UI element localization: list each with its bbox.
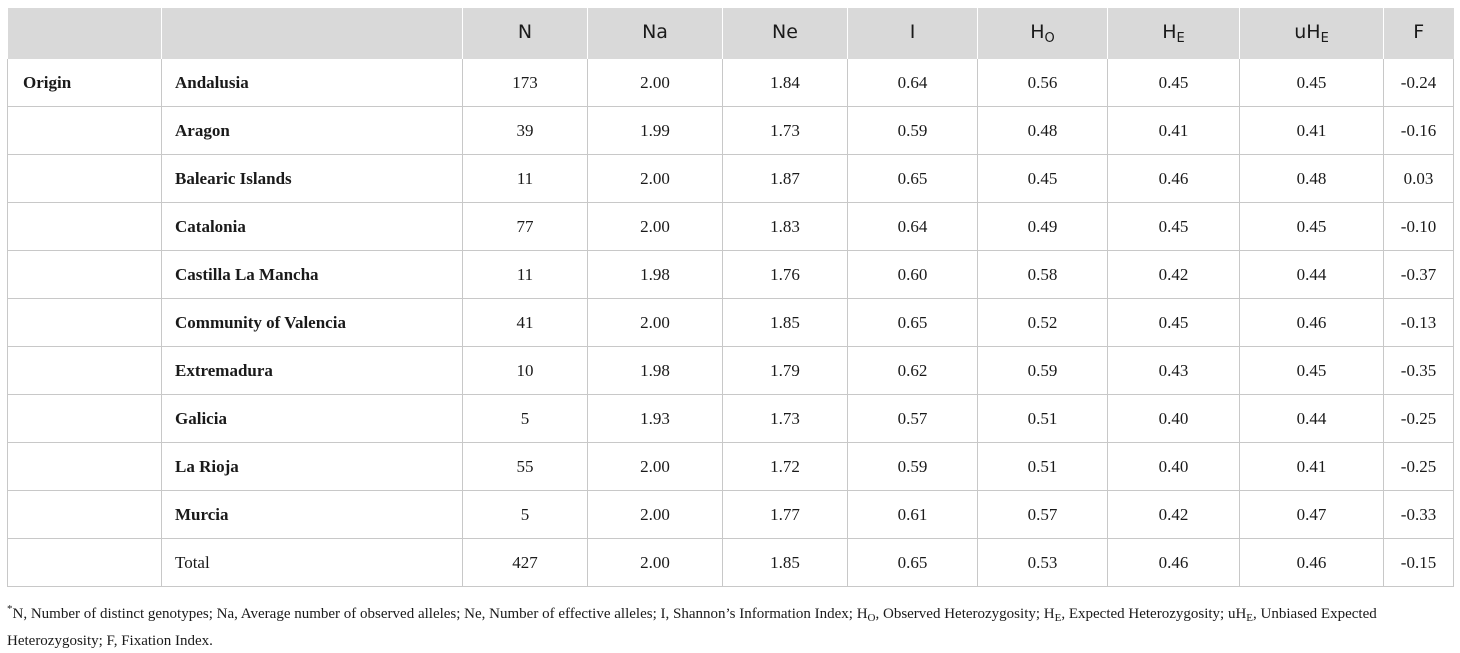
cell-i: 0.65	[848, 539, 978, 587]
cell-ne: 1.72	[723, 443, 848, 491]
footnote-text-1: N, Number of distinct genotypes; Na, Average number of observed alleles; Ne, Number of effective alleles; I, Shannon’s Information Index; H	[12, 606, 868, 622]
cell-ne: 1.85	[723, 299, 848, 347]
region-name: Andalusia	[162, 59, 463, 107]
cell-f: -0.37	[1384, 251, 1454, 299]
group-cell-empty	[8, 251, 162, 299]
cell-i: 0.64	[848, 203, 978, 251]
region-name: Aragon	[162, 107, 463, 155]
table-row	[8, 155, 1454, 203]
cell-ne: 1.77	[723, 491, 848, 539]
cell-na: 2.00	[588, 443, 723, 491]
cell-ho: 0.49	[978, 203, 1108, 251]
cell-na: 1.99	[588, 107, 723, 155]
cell-uhe: 0.44	[1240, 395, 1384, 443]
cell-uhe: 0.47	[1240, 491, 1384, 539]
cell-ne: 1.76	[723, 251, 848, 299]
cell-ho: 0.51	[978, 395, 1108, 443]
cell-n: 55	[463, 443, 588, 491]
cell-ho: 0.48	[978, 107, 1108, 155]
cell-ne: 1.79	[723, 347, 848, 395]
cell-he: 0.45	[1108, 203, 1240, 251]
cell-f: -0.13	[1384, 299, 1454, 347]
cell-i: 0.61	[848, 491, 978, 539]
cell-na: 1.98	[588, 347, 723, 395]
cell-ho: 0.58	[978, 251, 1108, 299]
genetic-diversity-table-container	[7, 8, 1453, 587]
cell-ne: 1.84	[723, 59, 848, 107]
group-cell-empty	[8, 395, 162, 443]
header-na: Na	[588, 8, 723, 59]
cell-f: -0.33	[1384, 491, 1454, 539]
cell-na: 2.00	[588, 299, 723, 347]
cell-n: 5	[463, 395, 588, 443]
cell-n: 5	[463, 491, 588, 539]
footnote-sub-o: O	[867, 612, 876, 624]
group-cell-empty	[8, 203, 162, 251]
cell-ne: 1.73	[723, 107, 848, 155]
cell-na: 1.98	[588, 251, 723, 299]
cell-i: 0.65	[848, 299, 978, 347]
cell-he: 0.41	[1108, 107, 1240, 155]
cell-ne: 1.85	[723, 539, 848, 587]
cell-ho: 0.51	[978, 443, 1108, 491]
cell-i: 0.64	[848, 59, 978, 107]
group-cell-empty	[8, 539, 162, 587]
cell-he: 0.40	[1108, 443, 1240, 491]
table-row	[8, 203, 1454, 251]
cell-he: 0.42	[1108, 251, 1240, 299]
cell-he: 0.43	[1108, 347, 1240, 395]
table-row	[8, 491, 1454, 539]
table-row	[8, 251, 1454, 299]
cell-f: 0.03	[1384, 155, 1454, 203]
table-row	[8, 59, 1454, 107]
cell-i: 0.62	[848, 347, 978, 395]
region-name: Balearic Islands	[162, 155, 463, 203]
cell-uhe: 0.45	[1240, 203, 1384, 251]
region-name: Community of Valencia	[162, 299, 463, 347]
group-cell-empty	[8, 299, 162, 347]
cell-uhe: 0.41	[1240, 443, 1384, 491]
cell-f: -0.25	[1384, 443, 1454, 491]
cell-f: -0.15	[1384, 539, 1454, 587]
cell-na: 2.00	[588, 491, 723, 539]
cell-i: 0.57	[848, 395, 978, 443]
table-row	[8, 107, 1454, 155]
header-blank-group	[8, 8, 162, 59]
cell-n: 11	[463, 251, 588, 299]
group-cell-empty	[8, 347, 162, 395]
cell-uhe: 0.48	[1240, 155, 1384, 203]
cell-ho: 0.45	[978, 155, 1108, 203]
cell-na: 1.93	[588, 395, 723, 443]
group-cell-empty	[8, 107, 162, 155]
cell-ho: 0.56	[978, 59, 1108, 107]
cell-he: 0.45	[1108, 59, 1240, 107]
group-cell-empty	[8, 155, 162, 203]
cell-na: 2.00	[588, 59, 723, 107]
cell-na: 2.00	[588, 203, 723, 251]
cell-ho: 0.59	[978, 347, 1108, 395]
region-name: Galicia	[162, 395, 463, 443]
cell-uhe: 0.45	[1240, 59, 1384, 107]
total-label: Total	[162, 539, 463, 587]
cell-uhe: 0.46	[1240, 299, 1384, 347]
cell-ne: 1.87	[723, 155, 848, 203]
cell-ho: 0.52	[978, 299, 1108, 347]
header-i: I	[848, 8, 978, 59]
cell-n: 427	[463, 539, 588, 587]
header-row	[8, 8, 1454, 59]
group-cell-empty	[8, 443, 162, 491]
header-uhe: $uH_E$	[1240, 8, 1384, 59]
table-row	[8, 347, 1454, 395]
header-he: $H_E$	[1108, 8, 1240, 59]
cell-f: -0.35	[1384, 347, 1454, 395]
region-name: Extremadura	[162, 347, 463, 395]
region-name: La Rioja	[162, 443, 463, 491]
footnote-marker: *	[7, 603, 13, 615]
cell-ne: 1.83	[723, 203, 848, 251]
header-f: F	[1384, 8, 1454, 59]
cell-n: 41	[463, 299, 588, 347]
region-name: Castilla La Mancha	[162, 251, 463, 299]
region-name: Murcia	[162, 491, 463, 539]
genetic-diversity-table	[7, 8, 1454, 587]
footnote-text-3: , Expected Heterozygosity; uH	[1061, 606, 1247, 622]
cell-he: 0.46	[1108, 155, 1240, 203]
cell-na: 2.00	[588, 155, 723, 203]
table-row	[8, 395, 1454, 443]
cell-n: 10	[463, 347, 588, 395]
cell-uhe: 0.46	[1240, 539, 1384, 587]
table-row	[8, 299, 1454, 347]
group-cell-empty	[8, 491, 162, 539]
cell-uhe: 0.41	[1240, 107, 1384, 155]
cell-he: 0.45	[1108, 299, 1240, 347]
cell-ho: 0.57	[978, 491, 1108, 539]
header-ne: Ne	[723, 8, 848, 59]
footnote-sub-e1: E	[1054, 612, 1062, 624]
cell-f: -0.16	[1384, 107, 1454, 155]
table-row	[8, 443, 1454, 491]
cell-n: 173	[463, 59, 588, 107]
header-ho: $H_O$	[978, 8, 1108, 59]
cell-n: 11	[463, 155, 588, 203]
cell-ho: 0.53	[978, 539, 1108, 587]
cell-f: -0.25	[1384, 395, 1454, 443]
table-footnote	[7, 598, 1453, 653]
cell-i: 0.65	[848, 155, 978, 203]
cell-he: 0.46	[1108, 539, 1240, 587]
cell-i: 0.60	[848, 251, 978, 299]
header-n: N	[463, 8, 588, 59]
table-row-total	[8, 539, 1454, 587]
cell-i: 0.59	[848, 107, 978, 155]
cell-n: 39	[463, 107, 588, 155]
cell-ne: 1.73	[723, 395, 848, 443]
footnote-text-2: , Observed Heterozygosity; H	[875, 606, 1055, 622]
footnote-sub-e2: E	[1246, 612, 1254, 624]
cell-uhe: 0.44	[1240, 251, 1384, 299]
cell-he: 0.40	[1108, 395, 1240, 443]
group-label-origin: Origin	[8, 59, 162, 107]
region-name: Catalonia	[162, 203, 463, 251]
cell-uhe: 0.45	[1240, 347, 1384, 395]
footnote-text-4: , Unbiased Expected Heterozygosity; F, Fixation Index.	[7, 606, 1377, 649]
cell-n: 77	[463, 203, 588, 251]
cell-f: -0.10	[1384, 203, 1454, 251]
cell-i: 0.59	[848, 443, 978, 491]
cell-f: -0.24	[1384, 59, 1454, 107]
header-blank-region	[162, 8, 463, 59]
cell-na: 2.00	[588, 539, 723, 587]
cell-he: 0.42	[1108, 491, 1240, 539]
